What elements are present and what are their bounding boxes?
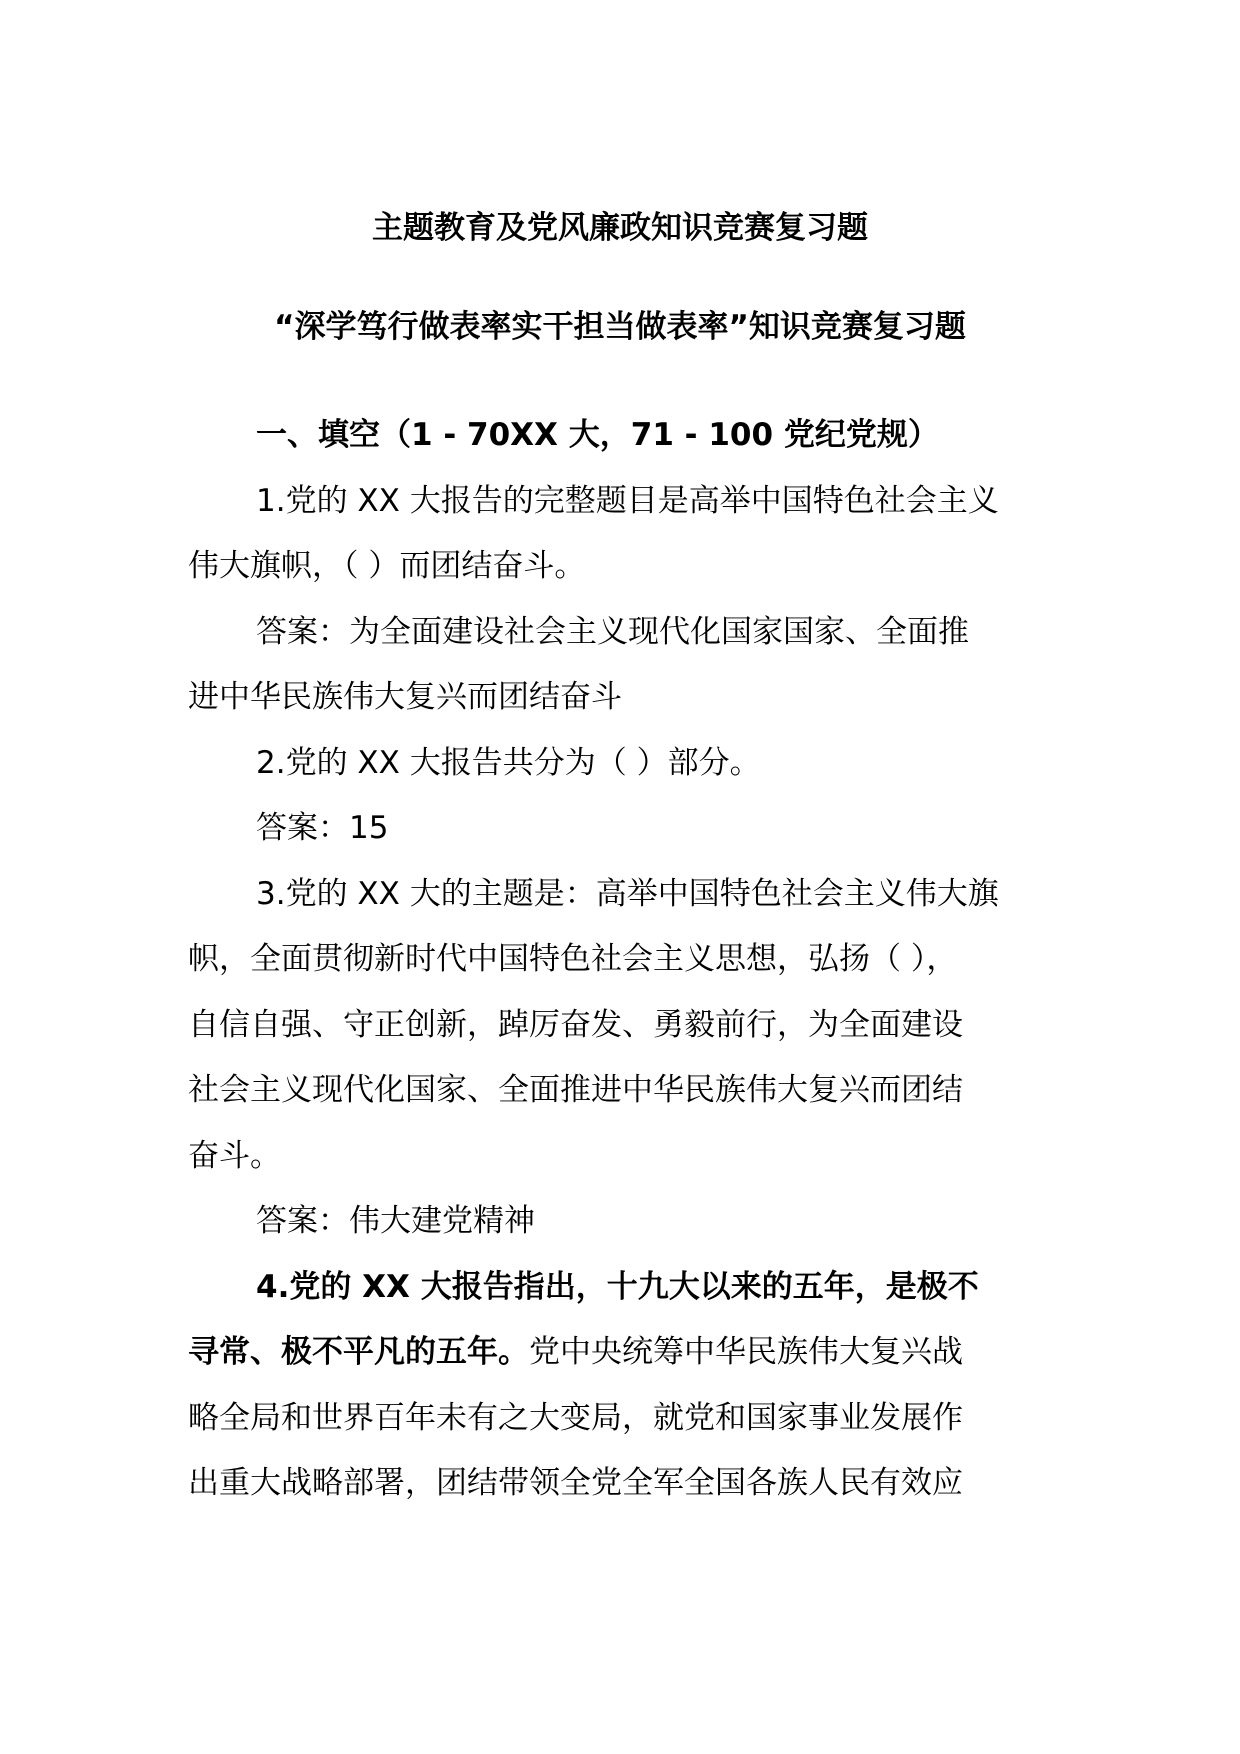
answer-text: 答案：为全面建设社会主义现代化国家国家、全面推 <box>256 613 969 650</box>
question-text: 帜，全面贯彻新时代中国特色社会主义思想，弘扬（ ）， <box>188 941 958 977</box>
document-title: 主题教育及党风廉政知识竞赛复习题 <box>372 210 868 246</box>
document-subtitle: “深学笃行做表率实干担当做表率”知识竞赛复习题 <box>274 309 966 345</box>
question-text: 奋斗。 <box>188 1137 281 1174</box>
question-text: 伟大旗帜，（ ）而团结奋斗。 <box>188 548 586 584</box>
answer-text: 答案：15 <box>256 810 389 846</box>
question-text: 出重大战略部署，团结带领全党全军全国各族人民有效应 <box>188 1465 963 1501</box>
question-mixed-line <box>188 1320 1048 1386</box>
answer-text: 答案：伟大建党精神 <box>256 1203 535 1239</box>
question-bold-text: 寻常、极不平凡的五年。 <box>188 1334 529 1370</box>
question-text: 2.党的 XX 大报告共分为（ ）部分。 <box>256 744 761 781</box>
answer-text: 进中华民族伟大复兴而团结奋斗 <box>188 679 622 715</box>
question-text: 1.党的 XX 大报告的完整题目是高举中国特色社会主义 <box>256 482 999 519</box>
document-body <box>188 403 1048 1517</box>
question-bold-text: 4.党的 XX 大报告指出，十九大以来的五年，是极不 <box>256 1268 979 1305</box>
section-heading: 一、填空（1 - 70XX 大，71 - 100 党纪党规） <box>256 417 939 453</box>
question-text: 3.党的 XX 大的主题是：高举中国特色社会主义伟大旗 <box>256 875 999 912</box>
question-4 <box>188 1255 1048 1517</box>
question-2 <box>188 731 1048 862</box>
question-text: 社会主义现代化国家、全面推进中华民族伟大复兴而团结 <box>188 1072 963 1108</box>
question-text: 略全局和世界百年未有之大变局，就党和国家事业发展作 <box>188 1399 963 1436</box>
question-1 <box>188 469 1048 731</box>
question-3 <box>188 862 1048 1255</box>
question-text: 党中央统筹中华民族伟大复兴战 <box>529 1334 963 1370</box>
question-text: 自信自强、守正创新，踔厉奋发、勇毅前行，为全面建设 <box>188 1006 963 1043</box>
